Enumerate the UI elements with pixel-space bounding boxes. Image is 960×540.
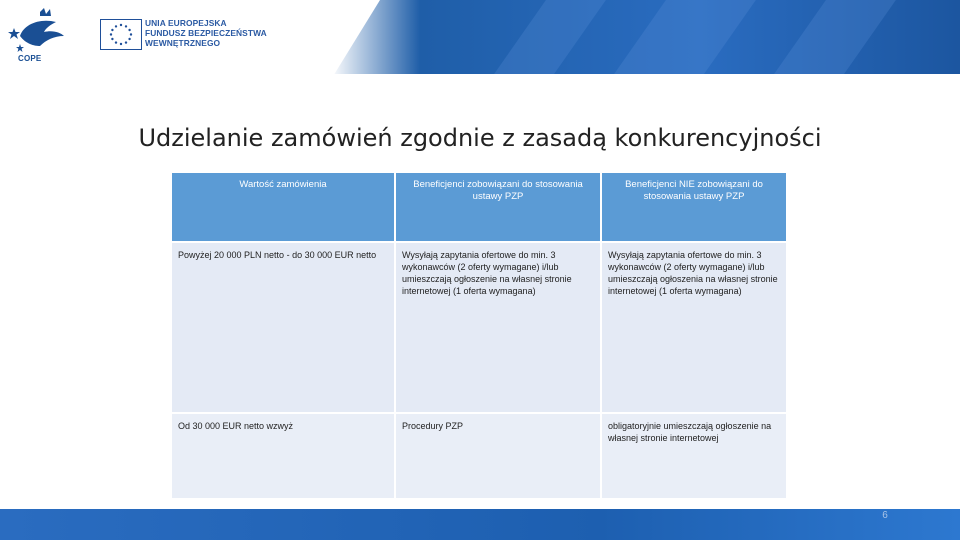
table-row bbox=[171, 242, 787, 413]
procurement-table bbox=[170, 171, 788, 500]
table-cell: Powyżej 20 000 PLN netto - do 30 000 EUR netto bbox=[171, 242, 395, 413]
table-cell: obligatoryjnie umieszczają ogłoszenie na własnej stronie internetowej bbox=[601, 413, 787, 499]
table-cell: Wysyłają zapytania ofertowe do min. 3 wykonawców (2 oferty wymagane) i/lub umieszczają ogłoszenie na własnej stronie internetowej (1 oferta wymagana) bbox=[395, 242, 601, 413]
top-banner bbox=[0, 0, 960, 74]
table-header-row bbox=[171, 172, 787, 242]
eu-fund-text bbox=[145, 18, 267, 48]
column-header-non-pzp: Beneficjenci NIE zobowiązani do stosowania ustawy PZP bbox=[601, 172, 787, 242]
column-header-value: Wartość zamówienia bbox=[171, 172, 395, 242]
slide-title: Udzielanie zamówień zgodnie z zasadą konkurencyjności bbox=[138, 124, 822, 152]
eu-line: FUNDUSZ BEZPIECZEŃSTWA bbox=[145, 28, 267, 38]
table-row bbox=[171, 413, 787, 499]
page-number: 6 bbox=[882, 510, 888, 521]
eu-line: UNIA EUROPEJSKA bbox=[145, 18, 227, 28]
bottom-banner bbox=[0, 509, 960, 540]
cope-logo-text: COPE bbox=[18, 54, 42, 63]
table-cell: Od 30 000 EUR netto wzwyż bbox=[171, 413, 395, 499]
table-cell: Procedury PZP bbox=[395, 413, 601, 499]
table-cell: Wysyłają zapytania ofertowe do min. 3 wykonawców (2 oferty wymagane) i/lub umieszczają ogłoszenia na własnej stronie internetowej (1 oferta wymagana) bbox=[601, 242, 787, 413]
banner-stripe bbox=[614, 0, 756, 74]
banner-stripe bbox=[774, 0, 896, 74]
eu-line: WEWNĘTRZNEGO bbox=[145, 38, 221, 48]
banner-stripe bbox=[494, 0, 606, 74]
eu-flag-icon bbox=[100, 19, 142, 50]
column-header-pzp: Beneficjenci zobowiązani do stosowania ustawy PZP bbox=[395, 172, 601, 242]
